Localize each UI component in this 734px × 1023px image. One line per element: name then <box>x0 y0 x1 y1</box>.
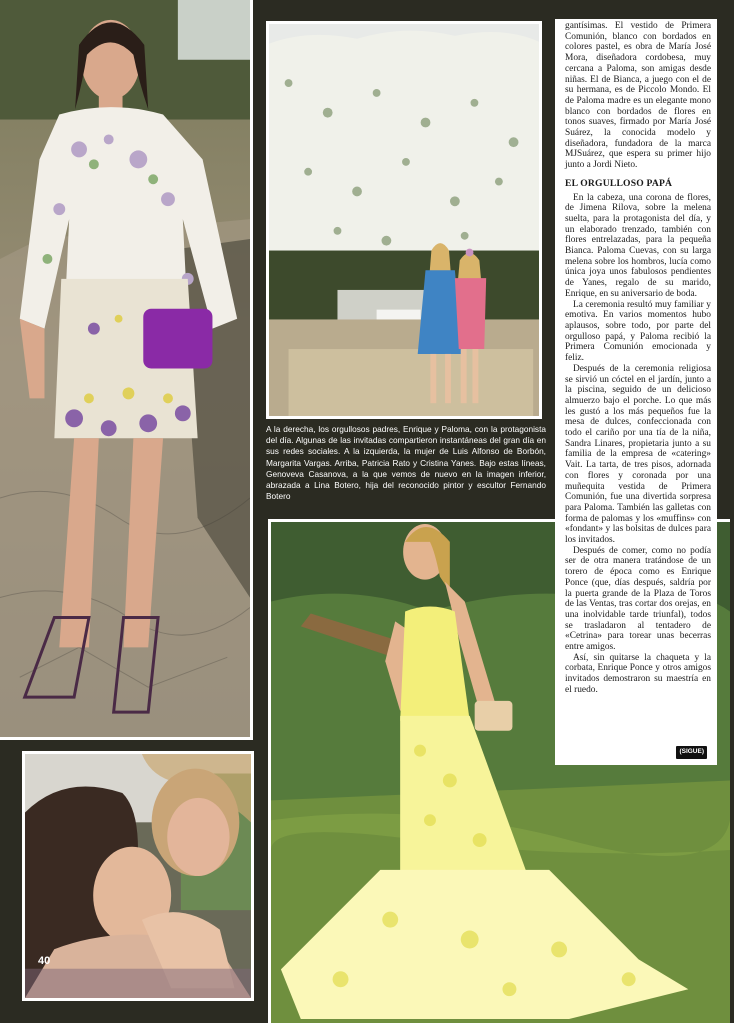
article-paragraph: La ceremonia resultó muy familiar y emotiva. En varios momentos hubo aplausos, sobre todo, por parte del orgulloso papá, y Paloma recibió la Primera Comunión emocionada y feliz. <box>565 299 711 364</box>
page-number: 40 <box>38 955 51 967</box>
article-paragraph: Después de comer, como no podía ser de otra manera tratándose de un torero de época como es Enrique Ponce (que, días después, saldría por la puerta grande de la Plaza de Toros de las Ventas, tras cortar dos orejas, en una inolvidable tarde triunfal), todos se trasladaron al tentadero de «Cetrina» para torear unas becerras entre amigos. <box>565 545 711 653</box>
photo-mother-daughter-garden <box>266 21 542 419</box>
article-subheading: EL ORGULLOSO PAPÁ <box>565 177 673 189</box>
photo-caption: A la derecha, los orgullosos padres, Enrique y Paloma, con la protagonista del día. Algunas de las invitadas compartieron instantáneas del gran día en sus redes sociales. A la izquierda, la mujer de Luis Alfonso de Borbón, Margarita Vargas. Arriba, Patricia Rato y Cristina Yanes. Bajo estas líneas, Genoveva Casanova, a la que vemos de nuevo en la imagen inferior, abrazada a Lina Botero, hija del reconocido pintor y escultor Fernando Botero <box>266 424 546 502</box>
hug-illustration <box>25 754 251 998</box>
continue-tag: (SIGUE) <box>676 746 707 759</box>
article-paragraph: En la cabeza, una corona de flores, de Jimena Rilova, sobre la melena suelta, para la protagonista del día, y un elaborado trenzado, también con flores entrelazadas, para la pequeña Bianca. Paloma Cuevas, con su larga melena sobre los hombros, lucía como única joya unos fabulosos pendientes de Yanes, regalo de su marido, Enrique, en su aniversario de boda. <box>565 192 711 299</box>
floral-dress-illustration <box>0 0 250 737</box>
article-column <box>555 19 717 765</box>
article-paragraph: Así, sin quitarse la chaqueta y la corbata, Enrique Ponce y otros amigos invitados demostraron su maestría en el ruedo. <box>565 652 711 695</box>
article-paragraph: gantísimas. El vestido de Primera Comunión, blanco con bordados en colores pastel, es obra de María José Mora, diseñadora cordobesa, muy cercana a Paloma, son amigas desde niñas. El de Bianca, a juego con el de su hermana, es de Piccolo Mondo. El de Paloma madre es un elegante mono blanco con bordados de flores en tonos suaves, firmado por María José Suárez, la conocida modelo y diseñadora, fundadora de la marca MJSuárez, que espera su primer hijo junto a Jordi Nieto. <box>565 21 711 171</box>
photo-two-women-hug <box>22 751 254 1001</box>
photo-woman-floral-dress <box>0 0 253 740</box>
article-paragraph: Después de la ceremonia religiosa se sirvió un cóctel en el jardín, junto a la piscina, seguido de un delicioso almuerzo bajo el porche. Lo que más les gustó a los más pequeños fue la mesa de dulces, confeccionada con todo el cariño por una tía de la niña, Sandra Linares, propietaria junto a su familia de la empresa de «catering» Vait. La tarta, de tres pisos, adornada con flores y coronada por una muñequita vestida de Primera Comunión, fue una divertida sorpresa para Paloma. También las galletas con forma de palomas y los «muffins» con «fondant» y las bolsitas de dulces para los invitados. <box>565 363 711 546</box>
garden-illustration <box>269 24 539 416</box>
